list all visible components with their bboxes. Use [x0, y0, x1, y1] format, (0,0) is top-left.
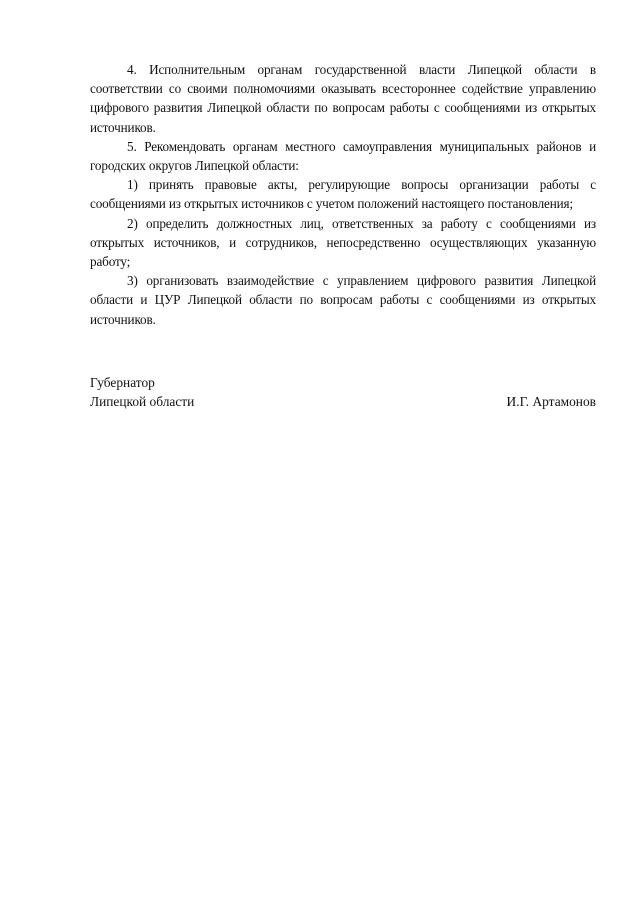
signatory-name: И.Г. Артамонов — [506, 394, 596, 410]
paragraph-item-4: 4. Исполнительным органам государственной власти Липецкой области в соответствии со своими полномочиями оказывать всестороннее содействие управлению цифрового развития Липецкой области по вопросам работы с сообщениями из открытых источников. — [90, 62, 596, 135]
subparagraph-2: 2) определить должностных лиц, ответственных за работу с сообщениями из открытых источников, и сотрудников, непосредственно осуществляющих указанную работу; — [90, 215, 596, 270]
subparagraph-1: 1) принять правовые акты, регулирующие вопросы организации работы с сообщениями из открытых источников с учетом положений настоящего постановления; — [90, 177, 596, 212]
document-body — [90, 60, 596, 329]
signature-block — [90, 373, 596, 411]
signatory-region: Липецкой области — [90, 394, 195, 410]
signature-line — [90, 392, 596, 411]
subparagraph-3: 3) организовать взаимодействие с управлением цифрового развития Липецкой области и ЦУР Липецкой области по вопросам работы с сообщениями из открытых источников. — [90, 273, 596, 327]
signatory-position: Губернатор — [90, 375, 155, 390]
paragraph-item-5: 5. Рекомендовать органам местного самоуправления муниципальных районов и городских округов Липецкой области: — [90, 138, 596, 174]
